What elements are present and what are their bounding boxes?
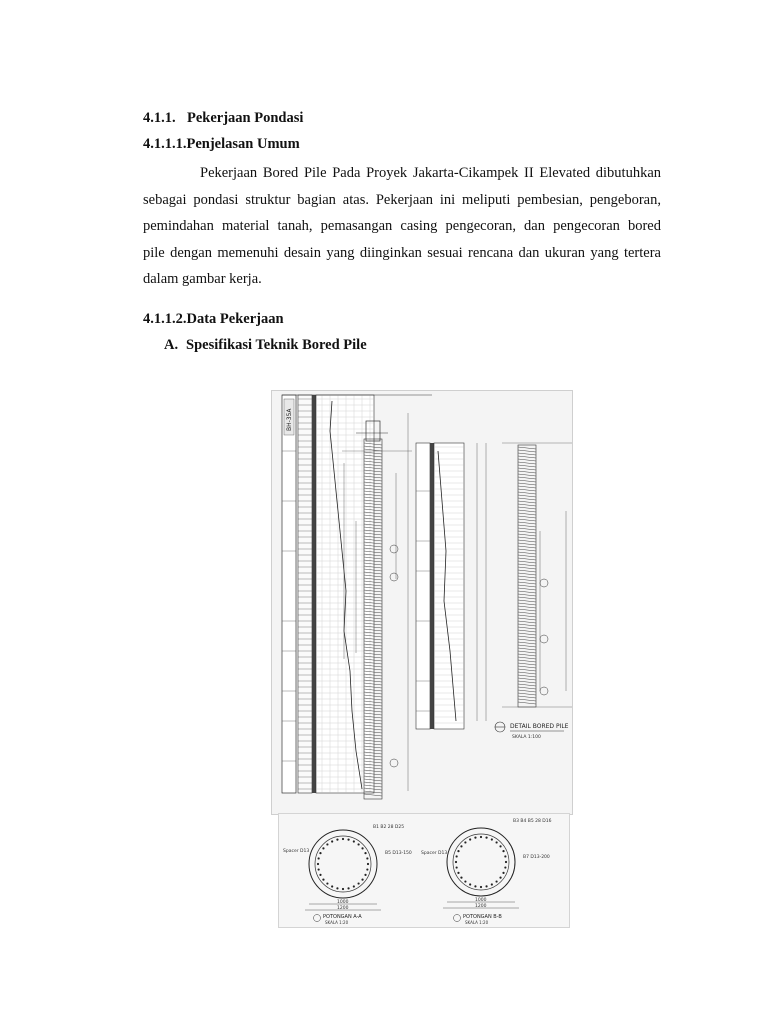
paragraph-line: pemindahan material tanah, pemasangan casing pengecoran, dan pengecoran bored <box>143 218 661 234</box>
dim-inner-a: 1000 <box>337 900 349 905</box>
section-a-title: POTONGAN A-A <box>323 914 362 920</box>
paragraph-line: sebagai pondasi struktur bagian atas. Pekerjaan ini meliputi pembesian, pengeboran, <box>143 191 661 208</box>
heading-spesifikasi-teknik <box>164 337 367 354</box>
rebar-label-a-side: B5 D13-150 <box>385 851 412 856</box>
paragraph-line: dalam gambar kerja. <box>143 271 262 287</box>
dim-outer-a: 1200 <box>337 906 349 911</box>
body-paragraph <box>143 160 661 293</box>
heading-title: Spesifikasi Teknik Bored Pile <box>186 337 367 353</box>
bh-label: BH-35A <box>286 408 293 431</box>
rebar-label-a-top: B1 B2 28 D25 <box>373 825 405 830</box>
section-b-scale: SKALA 1:20 <box>465 920 489 925</box>
bored-pile-detail-drawing <box>271 390 573 815</box>
spacer-label-a: Spacer D13 <box>283 849 310 854</box>
dim-inner-b: 1000 <box>475 898 487 903</box>
detail-scale: SKALA 1:100 <box>512 735 541 740</box>
heading-penjelasan-umum: 4.1.1.1.Penjelasan Umum <box>143 136 300 152</box>
section-svg <box>279 814 569 927</box>
spacer-label-b: Spacer D13 <box>421 851 448 856</box>
list-marker: A. <box>164 337 179 353</box>
paragraph-line: pile dengan memenuhi desain yang diinginkan sesuai rencana dan ukuran yang tertera <box>143 244 661 261</box>
heading-number: 4.1.1. <box>143 110 176 126</box>
dim-outer-b: 1200 <box>475 904 487 909</box>
detail-title: DETAIL BORED PILE <box>510 723 569 730</box>
heading-data-pekerjaan: 4.1.1.2.Data Pekerjaan <box>143 311 284 327</box>
cross-section-drawings <box>278 813 570 928</box>
drawing-svg <box>272 391 572 814</box>
heading-title: Pekerjaan Pondasi <box>187 110 304 126</box>
rebar-label-b-side: B7 D13-200 <box>523 855 550 860</box>
section-a-scale: SKALA 1:20 <box>325 920 349 925</box>
section-b-title: POTONGAN B-B <box>463 914 502 920</box>
heading-pekerjaan-pondasi <box>143 110 303 127</box>
paragraph-line: Pekerjaan Bored Pile Pada Proyek Jakarta-Cikampek II Elevated dibutuhkan <box>200 165 661 181</box>
rebar-label-b-top: B3 B4 B5 28 D16 <box>513 819 552 824</box>
